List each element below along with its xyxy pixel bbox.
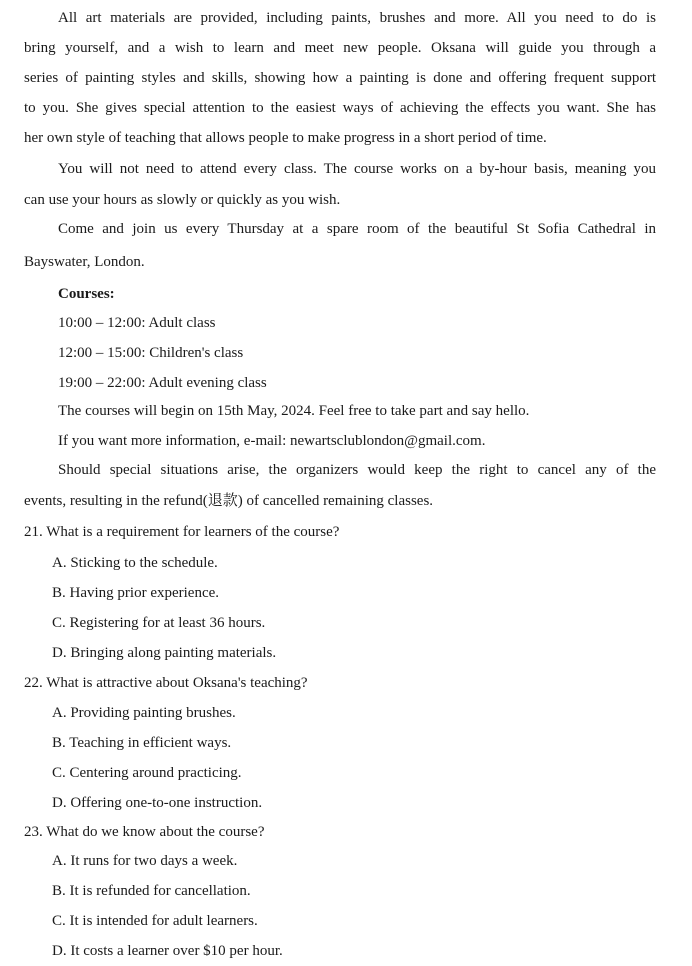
passage-line: events, resulting in the refund(退款) of cancelled remaining classes.: [24, 493, 434, 509]
passage-line: bring yourself, and a wish to learn and meet new people. Oksana will guide you through a: [24, 40, 656, 56]
passage-line: to you. She gives special attention to the easiest ways of achieving the effects you want. She has: [24, 100, 656, 116]
course-time: 12:00 – 15:00: Children's class: [58, 345, 244, 361]
question-stem: 22. What is attractive about Oksana's teaching?: [24, 675, 308, 691]
course-time: 10:00 – 12:00: Adult class: [58, 315, 216, 331]
answer-option: C. Centering around practicing.: [52, 765, 242, 781]
question-stem: 21. What is a requirement for learners of the course?: [24, 524, 340, 540]
passage-line: can use your hours as slowly or quickly as you wish.: [24, 192, 341, 208]
courses-heading: Courses:: [58, 286, 115, 302]
answer-option: B. Having prior experience.: [52, 585, 220, 601]
answer-option: B. Teaching in efficient ways.: [52, 735, 232, 751]
passage-line: All art materials are provided, including paints, brushes and more. All you need to do is: [58, 10, 656, 26]
passage-line: You will not need to attend every class. The course works on a by-hour basis, meaning you: [58, 161, 656, 177]
question-stem: 23. What do we know about the course?: [24, 824, 265, 840]
passage-line: Bayswater, London.: [24, 254, 145, 270]
passage-line: Should special situations arise, the organizers would keep the right to cancel any of the: [58, 462, 656, 478]
answer-option: D. Bringing along painting materials.: [52, 645, 277, 661]
passage-line: Come and join us every Thursday at a spare room of the beautiful St Sofia Cathedral in: [58, 221, 656, 237]
passage-line: series of painting styles and skills, showing how a painting is done and offering frequent support: [24, 70, 656, 86]
course-time: 19:00 – 22:00: Adult evening class: [58, 375, 267, 391]
passage-line: her own style of teaching that allows people to make progress in a short period of time.: [24, 130, 547, 146]
answer-option: B. It is refunded for cancellation.: [52, 883, 251, 899]
answer-option: D. Offering one-to-one instruction.: [52, 795, 263, 811]
contact-info: If you want more information, e-mail: newartsclublondon@gmail.com.: [58, 433, 486, 449]
begin-date: The courses will begin on 15th May, 2024. Feel free to take part and say hello.: [58, 403, 530, 419]
answer-option: A. Sticking to the schedule.: [52, 555, 218, 571]
answer-option: D. It costs a learner over $10 per hour.: [52, 943, 283, 959]
answer-option: A. It runs for two days a week.: [52, 853, 238, 869]
answer-option: C. It is intended for adult learners.: [52, 913, 258, 929]
answer-option: A. Providing painting brushes.: [52, 705, 236, 721]
answer-option: C. Registering for at least 36 hours.: [52, 615, 266, 631]
